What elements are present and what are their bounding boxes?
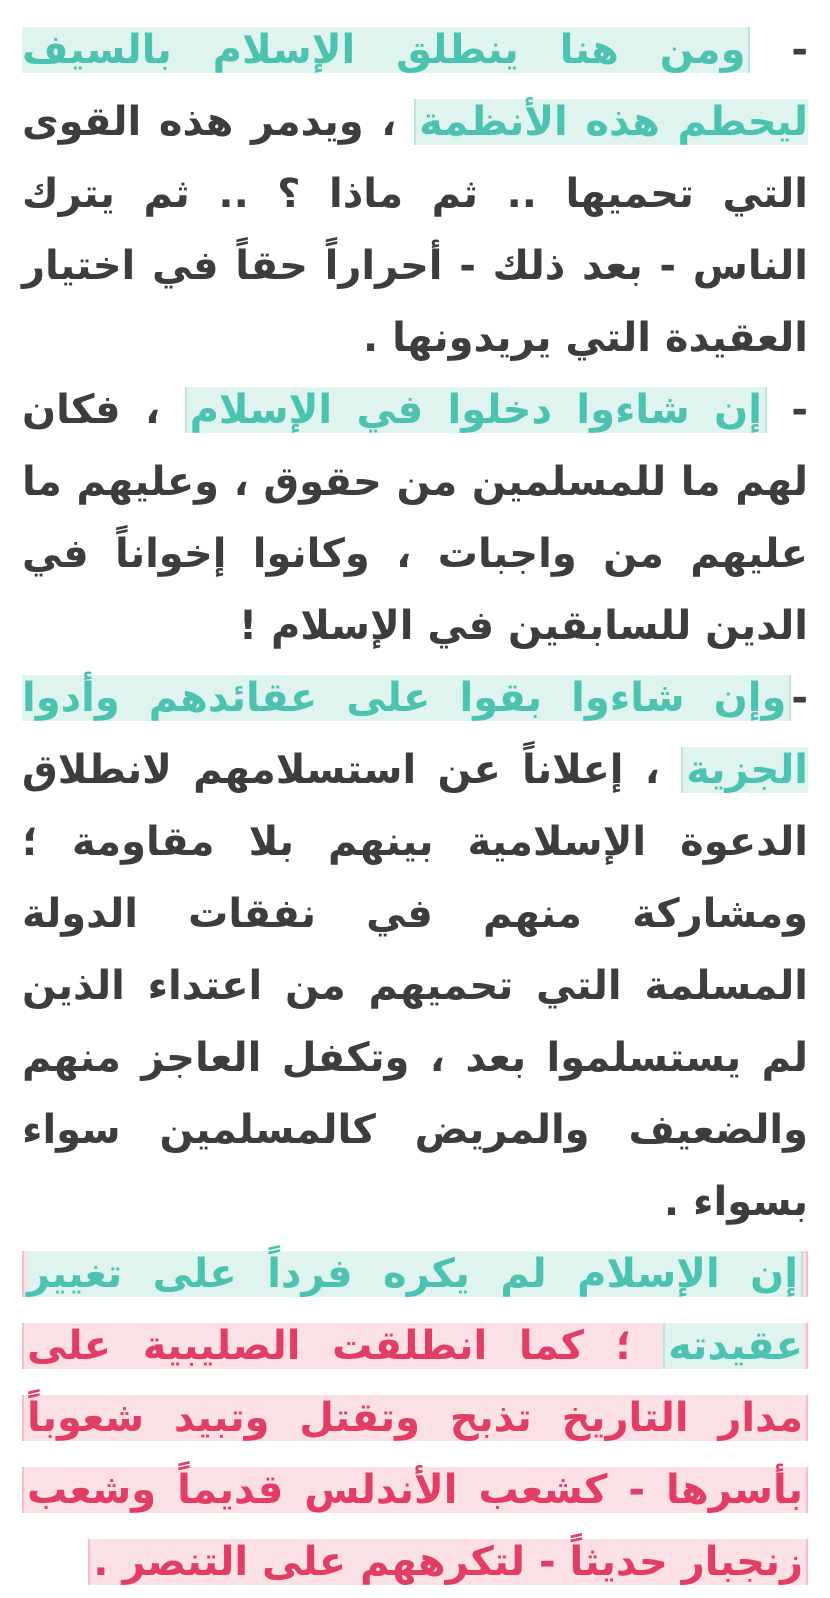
paragraph-1-dash: - [791, 27, 808, 73]
paragraph-1-highlight: ومن هنا ينطلق الإسلام بالسيف ليحطم هذه الأنظمة [22, 27, 808, 145]
paragraph-1 [22, 14, 808, 374]
paragraph-3-highlight: وإن شاءوا بقوا على عقائدهم وأدوا الجزية [22, 675, 808, 793]
paragraph-4-highlight: إن الإسلام لم يكره فرداً على تغيير عقيدته [27, 1251, 803, 1369]
paragraph-1-text: ، ويدمر هذه القوى التي تحميها .. ثم ماذا ؟ .. ثم يترك الناس - بعد ذلك - أحراراً حقاً في اختيار العقيدة التي يريدونها . [22, 99, 808, 361]
paragraph-3 [22, 662, 808, 1238]
paragraph-4 [22, 1238, 808, 1598]
paragraph-2-highlight: إن شاءوا دخلوا في الإسلام [185, 387, 767, 433]
paragraph-3-dash: - [791, 675, 808, 721]
paragraph-3-text: ، إعلاناً عن استسلامهم لانطلاق الدعوة الإسلامية بينهم بلا مقاومة ؛ ومشاركة منهم في نفقات الدولة المسلمة التي تحميهم من اعتداء الذين لم يستسلموا بعد ، وتكفل العاجز منهم والضعيف والمريض كالمسلمين سواء بسواء . [22, 747, 808, 1225]
paragraph-4-pink-highlight [22, 1251, 808, 1585]
paragraph-2-dash: - [791, 387, 809, 433]
paragraph-4-text: ؛ كما انطلقت الصليبية على مدار التاريخ تذبح وتقتل وتبيد شعوباً بأسرها - كشعب الأندلس قديماً وشعب زنجبار حديثاً - لتكرههم على التنصر . [27, 1323, 803, 1585]
paragraph-2 [22, 374, 808, 662]
paragraph-2-text: ، فكان لهم ما للمسلمين من حقوق ، وعليهم ما عليهم من واجبات ، وكانوا إخواناً في الدين للسابقين في الإسلام ! [22, 387, 808, 649]
